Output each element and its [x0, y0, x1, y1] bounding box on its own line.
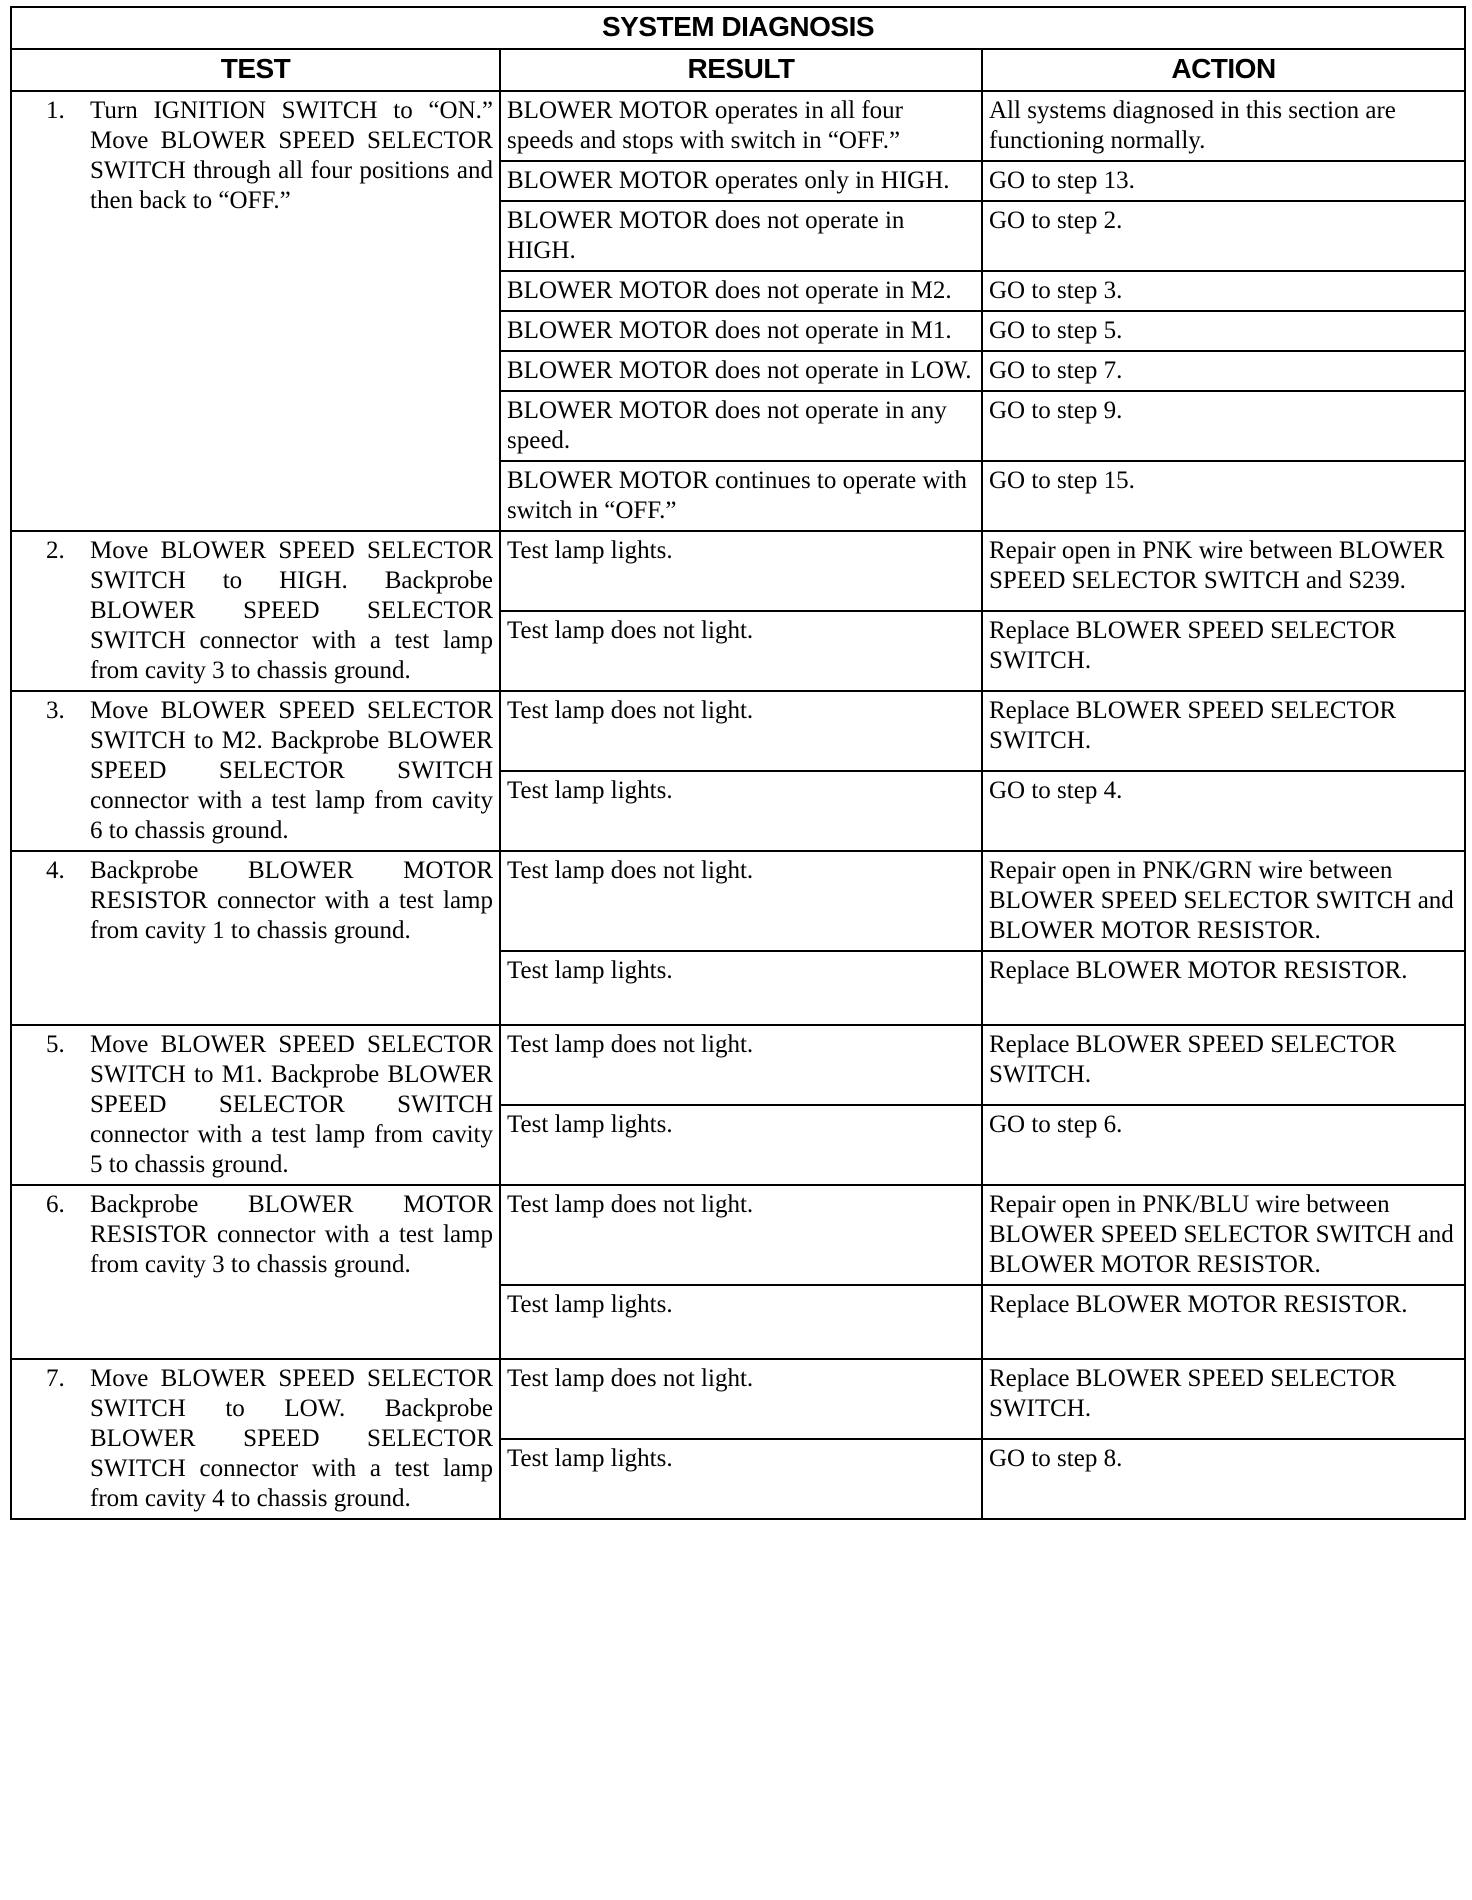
result-cell: Test lamp does not light.: [500, 851, 982, 951]
action-cell: GO to step 9.: [982, 391, 1465, 461]
step-test-text: Move BLOWER SPEED SELECTOR SWITCH to M1. Backprobe BLOWER SPEED SELECTOR SWITCH connector with a test lamp from cavity 5 to chassis ground.: [90, 1031, 493, 1178]
result-cell: BLOWER MOTOR does not operate in LOW.: [500, 351, 982, 391]
result-cell: BLOWER MOTOR does not operate in M1.: [500, 311, 982, 351]
result-cell: BLOWER MOTOR continues to operate with switch in “OFF.”: [500, 461, 982, 531]
action-cell: GO to step 13.: [982, 161, 1465, 201]
table-row: [11, 851, 1465, 951]
action-cell: Replace BLOWER SPEED SELECTOR SWITCH.: [982, 1025, 1465, 1105]
diagnosis-page: [10, 6, 1464, 1520]
action-cell: GO to step 2.: [982, 201, 1465, 271]
result-cell: Test lamp does not light.: [500, 1025, 982, 1105]
column-header-result: RESULT: [500, 49, 982, 91]
result-cell: Test lamp lights.: [500, 1285, 982, 1359]
result-cell: BLOWER MOTOR does not operate in any speed.: [500, 391, 982, 461]
action-cell: GO to step 3.: [982, 271, 1465, 311]
action-cell: Repair open in PNK wire between BLOWER SPEED SELECTOR SWITCH and S239.: [982, 531, 1465, 611]
step-test-text: Turn IGNITION SWITCH to “ON.” Move BLOWER SPEED SELECTOR SWITCH through all four positions and then back to “OFF.”: [90, 97, 493, 214]
step-test-text: Backprobe BLOWER MOTOR RESISTOR connector with a test lamp from cavity 1 to chassis ground.: [90, 857, 493, 944]
step-test-text: Move BLOWER SPEED SELECTOR SWITCH to LOW. Backprobe BLOWER SPEED SELECTOR SWITCH connector with a test lamp from cavity 4 to chassis ground.: [90, 1365, 493, 1512]
result-cell: Test lamp lights.: [500, 1105, 982, 1185]
step-number: 7.: [46, 1365, 65, 1392]
action-cell: GO to step 6.: [982, 1105, 1465, 1185]
result-cell: Test lamp does not light.: [500, 611, 982, 691]
test-cell-step-3: [11, 691, 500, 851]
table-title: SYSTEM DIAGNOSIS: [11, 7, 1465, 49]
result-cell: Test lamp lights.: [500, 531, 982, 611]
action-cell: Replace BLOWER MOTOR RESISTOR.: [982, 951, 1465, 1025]
action-cell: GO to step 15.: [982, 461, 1465, 531]
result-cell: BLOWER MOTOR does not operate in HIGH.: [500, 201, 982, 271]
table-row: [11, 691, 1465, 771]
step-number: 5.: [46, 1031, 65, 1058]
action-cell: GO to step 7.: [982, 351, 1465, 391]
diagnosis-steps: [11, 91, 1465, 1519]
action-cell: GO to step 8.: [982, 1439, 1465, 1519]
step-number: 6.: [46, 1191, 65, 1218]
result-cell: Test lamp does not light.: [500, 1359, 982, 1439]
result-cell: Test lamp lights.: [500, 951, 982, 1025]
action-cell: GO to step 5.: [982, 311, 1465, 351]
action-cell: Repair open in PNK/BLU wire between BLOWER SPEED SELECTOR SWITCH and BLOWER MOTOR RESISTOR.: [982, 1185, 1465, 1285]
action-cell: Replace BLOWER SPEED SELECTOR SWITCH.: [982, 611, 1465, 691]
table-row: [11, 91, 1465, 161]
column-header-action: ACTION: [982, 49, 1465, 91]
result-cell: Test lamp does not light.: [500, 691, 982, 771]
action-cell: Replace BLOWER MOTOR RESISTOR.: [982, 1285, 1465, 1359]
test-cell-step-2: [11, 531, 500, 691]
step-number: 2.: [46, 537, 65, 564]
step-test-text: Backprobe BLOWER MOTOR RESISTOR connector with a test lamp from cavity 3 to chassis ground.: [90, 1191, 493, 1278]
step-test-text: Move BLOWER SPEED SELECTOR SWITCH to M2. Backprobe BLOWER SPEED SELECTOR SWITCH connector with a test lamp from cavity 6 to chassis ground.: [90, 697, 493, 844]
step-number: 4.: [46, 857, 65, 884]
test-cell-step-5: [11, 1025, 500, 1185]
test-cell-step-1: [11, 91, 500, 531]
test-cell-step-4: [11, 851, 500, 1025]
test-cell-step-7: [11, 1359, 500, 1519]
result-cell: BLOWER MOTOR does not operate in M2.: [500, 271, 982, 311]
action-cell: Replace BLOWER SPEED SELECTOR SWITCH.: [982, 691, 1465, 771]
result-cell: Test lamp does not light.: [500, 1185, 982, 1285]
system-diagnosis-table: [10, 6, 1466, 1520]
table-row: [11, 1185, 1465, 1285]
step-number: 3.: [46, 697, 65, 724]
result-cell: BLOWER MOTOR operates in all four speeds and stops with switch in “OFF.”: [500, 91, 982, 161]
action-cell: Repair open in PNK/GRN wire between BLOWER SPEED SELECTOR SWITCH and BLOWER MOTOR RESISTOR.: [982, 851, 1465, 951]
table-row: [11, 1359, 1465, 1439]
column-header-test: TEST: [11, 49, 500, 91]
action-cell: GO to step 4.: [982, 771, 1465, 851]
result-cell: Test lamp lights.: [500, 1439, 982, 1519]
table-row: [11, 531, 1465, 611]
result-cell: Test lamp lights.: [500, 771, 982, 851]
step-number: 1.: [46, 97, 65, 124]
action-cell: Replace BLOWER SPEED SELECTOR SWITCH.: [982, 1359, 1465, 1439]
test-cell-step-6: [11, 1185, 500, 1359]
result-cell: BLOWER MOTOR operates only in HIGH.: [500, 161, 982, 201]
action-cell: All systems diagnosed in this section are functioning normally.: [982, 91, 1465, 161]
step-test-text: Move BLOWER SPEED SELECTOR SWITCH to HIGH. Backprobe BLOWER SPEED SELECTOR SWITCH connector with a test lamp from cavity 3 to chassis ground.: [90, 537, 493, 684]
table-row: [11, 1025, 1465, 1105]
